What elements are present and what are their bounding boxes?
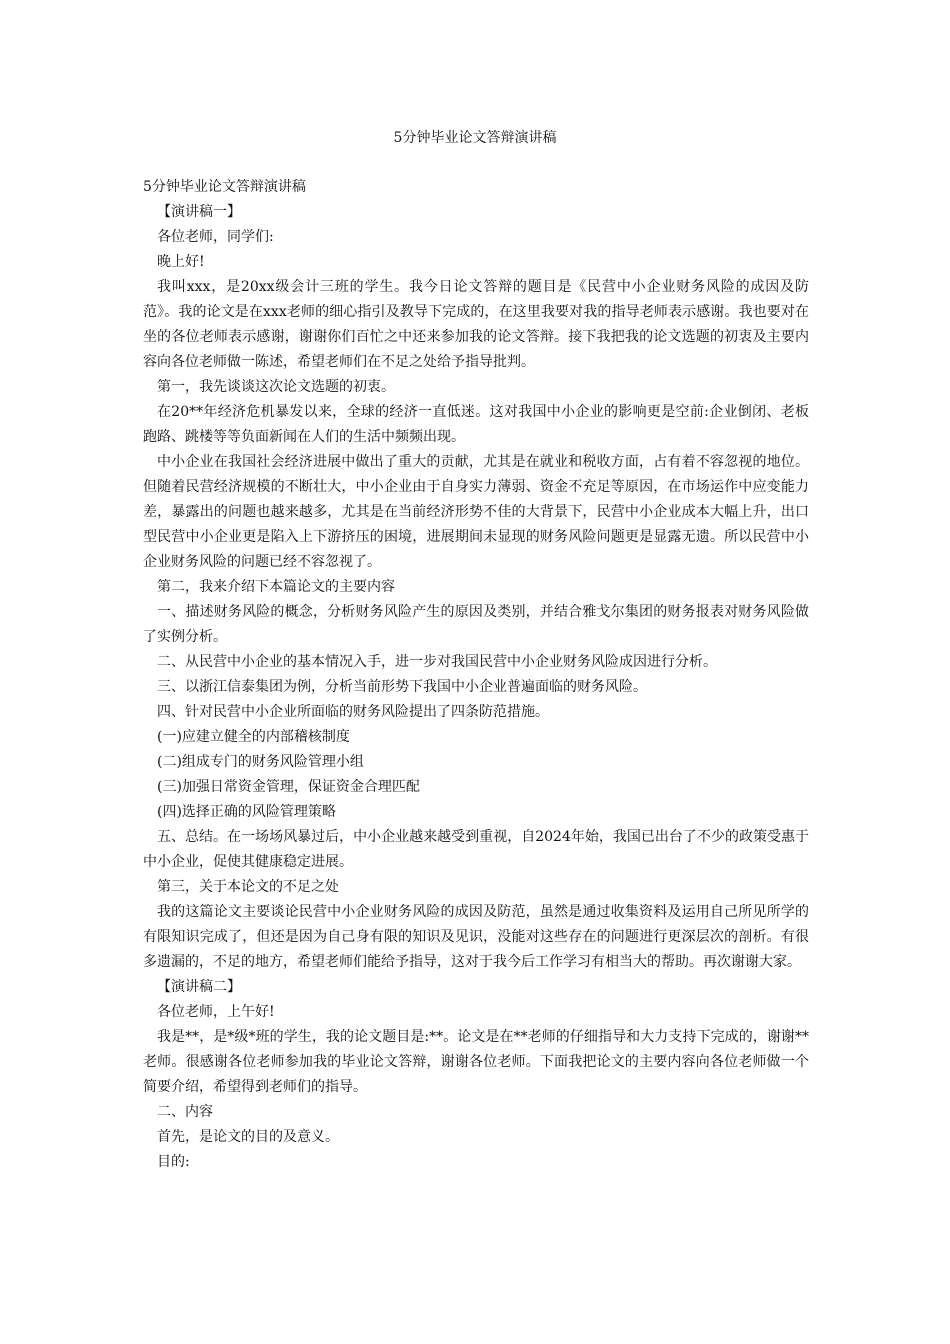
paragraph: 四、针对民营中小企业所面临的财务风险提出了四条防范措施。 [157,704,549,720]
paragraph: 我的这篇论文主要谈论民营中小企业财务风险的成因及防范，虽然是通过收集资料及运用自己所见所学的有限知识完成了，但还是因为自己身有限的知识及见识，没能对这些存在的问题进行更深层次的剖析。有很多遗漏的，不足的地方，希望老师们能给予指导，这对于我今后工作学习有相当大的帮助。再次谢谢大家。 [143,904,809,970]
section-heading-speech-two: 【演讲稿二】 [157,979,241,995]
paragraph: 我叫xxx，是20xx级会计三班的学生。我今日论文答辩的题目是《民营中小企业财务风险的成因及防范》。我的论文是在xxx老师的细心指引及教导下完成的，在这里我要对我的指导老师表示感谢。我也要对在坐的各位老师表示感谢，谢谢你们百忙之中还来参加我的论文答辩。接下我把我的论文选题的初衷及主要内容向各位老师做一陈述，希望老师们在不足之处给予指导批判。 [143,279,809,370]
list-item: (一)应建立健全的内部稽核制度 [157,729,350,745]
paragraph: 一、描述财务风险的概念，分析财务风险产生的原因及类别，并结合雅戈尔集团的财务报表对财务风险做了实例分析。 [143,604,809,645]
paragraph: 晚上好! [157,254,205,270]
paragraph: 第二，我来介绍下本篇论文的主要内容 [157,579,395,595]
paragraph: 二、内容 [157,1104,213,1120]
paragraph: 各位老师，上午好! [157,1004,275,1020]
paragraph: 第三，关于本论文的不足之处 [157,879,339,895]
section-heading-speech-one: 【演讲稿一】 [157,204,241,220]
paragraph: 目的: [157,1154,190,1170]
list-item: (二)组成专门的财务风险管理小组 [157,754,364,770]
paragraph: 三、以浙江信泰集团为例，分析当前形势下我国中小企业普遍面临的财务风险。 [157,679,647,695]
document-title: 5分钟毕业论文答辩演讲稿 [393,130,557,146]
paragraph: 在20**年经济危机暴发以来，全球的经济一直低迷。这对我国中小企业的影响更是空前:企业倒闭、老板跑路、跳楼等等负面新闻在人们的生活中频频出现。 [143,404,809,445]
list-item: (三)加强日常资金管理，保证资金合理匹配 [157,779,420,795]
list-item: (四)选择正确的风险管理策略 [157,804,336,820]
paragraph: 我是**，是*级*班的学生，我的论文题目是:**。论文是在**老师的仔细指导和大力支持下完成的，谢谢**老师。很感谢各位老师参加我的毕业论文答辩，谢谢各位老师。下面我把论文的主要内容向各位老师做一个简要介绍，希望得到老师们的指导。 [143,1029,809,1095]
paragraph: 第一，我先谈谈这次论文选题的初衷。 [157,379,395,395]
paragraph: 二、从民营中小企业的基本情况入手，进一步对我国民营中小企业财务风险成因进行分析。 [157,654,717,670]
document-body [143,175,809,1175]
paragraph: 各位老师，同学们: [157,229,274,245]
paragraph: 五、总结。在一场场风暴过后，中小企业越来越受到重视，自2024年始，我国已出台了不少的政策受惠于中小企业，促使其健康稳定进展。 [143,829,809,870]
paragraph-subtitle: 5分钟毕业论文答辩演讲稿 [143,179,306,195]
paragraph: 首先，是论文的目的及意义。 [157,1129,339,1145]
paragraph: 中小企业在我国社会经济进展中做出了重大的贡献，尤其是在就业和税收方面，占有着不容忽视的地位。但随着民营经济规模的不断壮大，中小企业由于自身实力薄弱、资金不充足等原因，在市场运作中应变能力差，暴露出的问题也越来越多，尤其是在当前经济形势不佳的大背景下，民营中小企业成本大幅上升，出口型民营中小企业更是陷入上下游挤压的困境，进展期间未显现的财务风险问题更是显露无遗。所以民营中小企业财务风险的问题已经不容忽视了。 [143,454,809,570]
